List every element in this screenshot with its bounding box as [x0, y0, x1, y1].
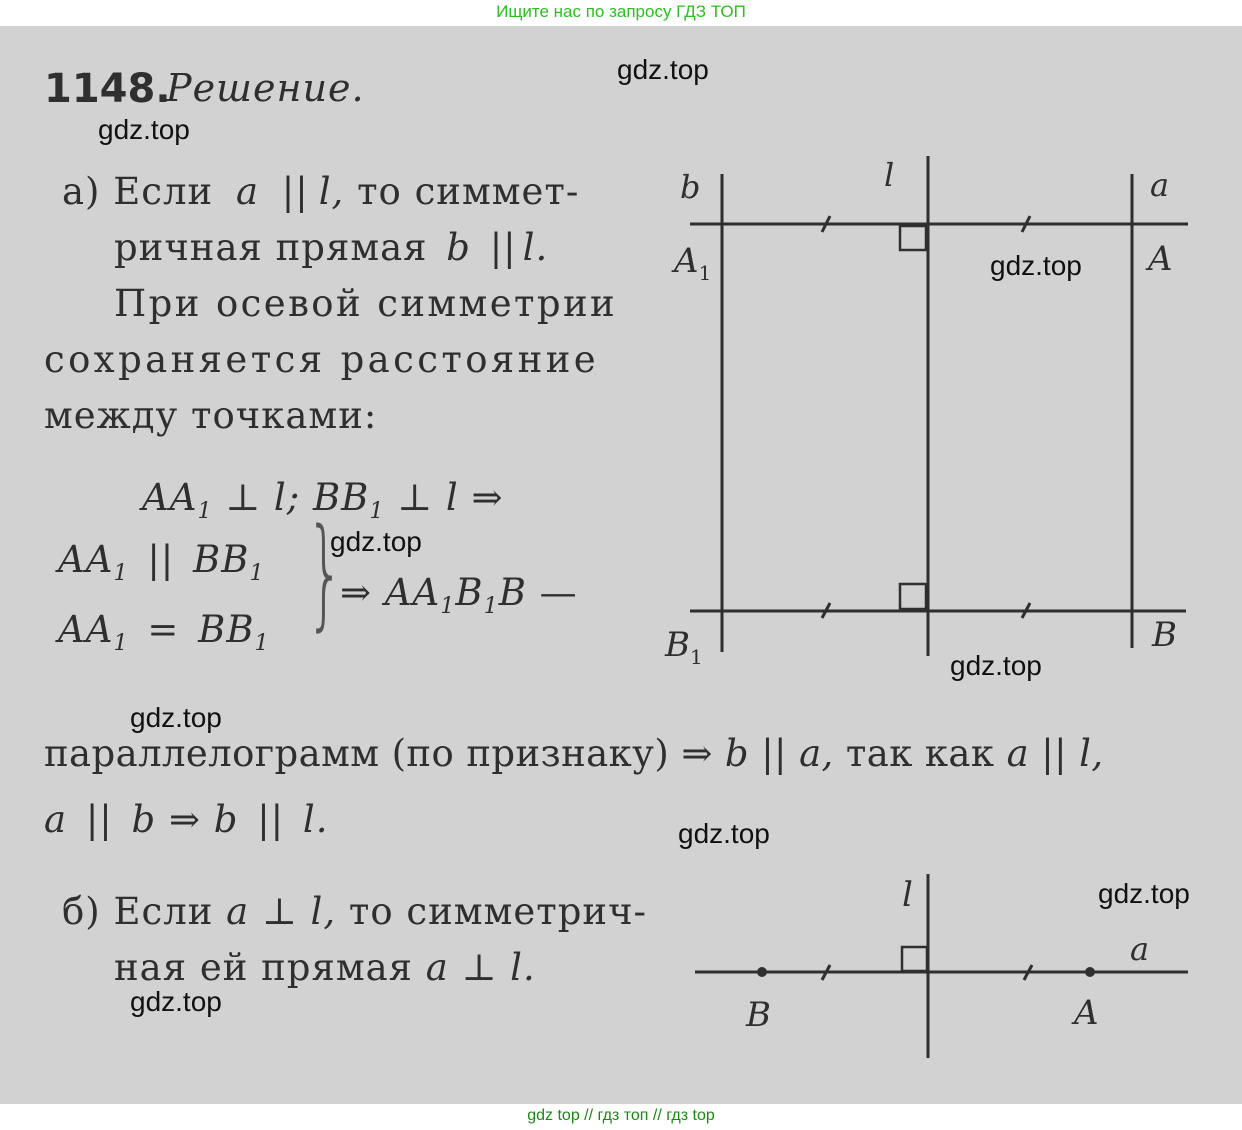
label-B: B	[1152, 615, 1177, 655]
label-l: l	[884, 156, 895, 194]
conclusion-line-2: a || b ⇒ b || l.	[44, 798, 329, 841]
label-A: A	[1148, 239, 1173, 279]
watermark: gdz.top	[130, 986, 222, 1017]
part-b-line-1: б) Если a ⊥ l, то симметрич-	[62, 890, 648, 933]
conclusion-line-1: параллелограмм (по признаку) ⇒ b || a, так как a || l,	[44, 732, 1104, 775]
right-angle-top	[900, 226, 926, 250]
bottom-sep: //	[584, 1107, 594, 1124]
part-a-line-1: а) Если a || l, то симмет-	[62, 170, 580, 213]
point-B	[757, 967, 767, 977]
problem-number: 1148.	[44, 66, 171, 112]
part-a-line-3: При осевой симметрии	[114, 282, 618, 325]
bottom-link-1[interactable]: gdz top	[527, 1107, 580, 1124]
label-a: a	[1150, 166, 1170, 204]
watermark: gdz.top	[678, 818, 770, 849]
solution-title: Решение.	[166, 66, 365, 110]
watermark: gdz.top	[330, 526, 422, 557]
right-angle-b	[902, 947, 927, 971]
watermark: gdz.top	[950, 650, 1042, 681]
label-b: b	[680, 168, 701, 206]
part-a-line-2: ричная прямая b || l.	[114, 226, 549, 269]
math-line-brace-result: ⇒ $AA_1B_1B$ —	[340, 571, 578, 619]
label-a-b: a	[1130, 930, 1150, 968]
bottom-sep: //	[652, 1107, 662, 1124]
point-A	[1085, 967, 1095, 977]
watermark: gdz.top	[130, 702, 222, 733]
part-a-line-4: сохраняется расстояние	[44, 338, 600, 381]
label-A-b: A	[1074, 993, 1099, 1033]
label-l-b: l	[902, 875, 913, 915]
top-banner[interactable]	[0, 0, 1242, 26]
label-A1: $A_1$	[674, 241, 712, 285]
watermark: gdz.top	[990, 250, 1082, 281]
top-banner-text[interactable]: Ищите нас по запросу ГДЗ ТОП	[496, 2, 746, 21]
curly-brace: }	[306, 504, 345, 643]
bottom-link-2[interactable]: гдз топ	[597, 1107, 649, 1124]
watermark: gdz.top	[98, 114, 190, 145]
textbook-page	[0, 26, 1242, 1104]
right-angle-bottom	[900, 584, 926, 609]
part-a-label: а)	[62, 170, 101, 213]
part-a-line-5: между точками:	[44, 394, 378, 437]
math-line-2: $AA_1$ || $BB_1$	[58, 538, 265, 586]
part-b-line-2: ная ей прямая a ⊥ l.	[114, 946, 536, 989]
math-line-3: $AA_1 = BB_1$	[58, 608, 270, 656]
watermark: gdz.top	[617, 54, 709, 85]
watermark: gdz.top	[1098, 878, 1190, 909]
label-B1: $B_1$	[665, 625, 703, 669]
part-b-label: б)	[62, 890, 101, 933]
figure-parallel-lines	[0, 26, 1242, 1104]
bottom-banner	[0, 1104, 1242, 1130]
math-line-1: $AA_1$ ⊥ l; $BB_1$ ⊥ l ⇒	[142, 476, 504, 524]
bottom-link-3[interactable]: гдз top	[666, 1107, 715, 1124]
label-B-b: B	[746, 995, 771, 1035]
